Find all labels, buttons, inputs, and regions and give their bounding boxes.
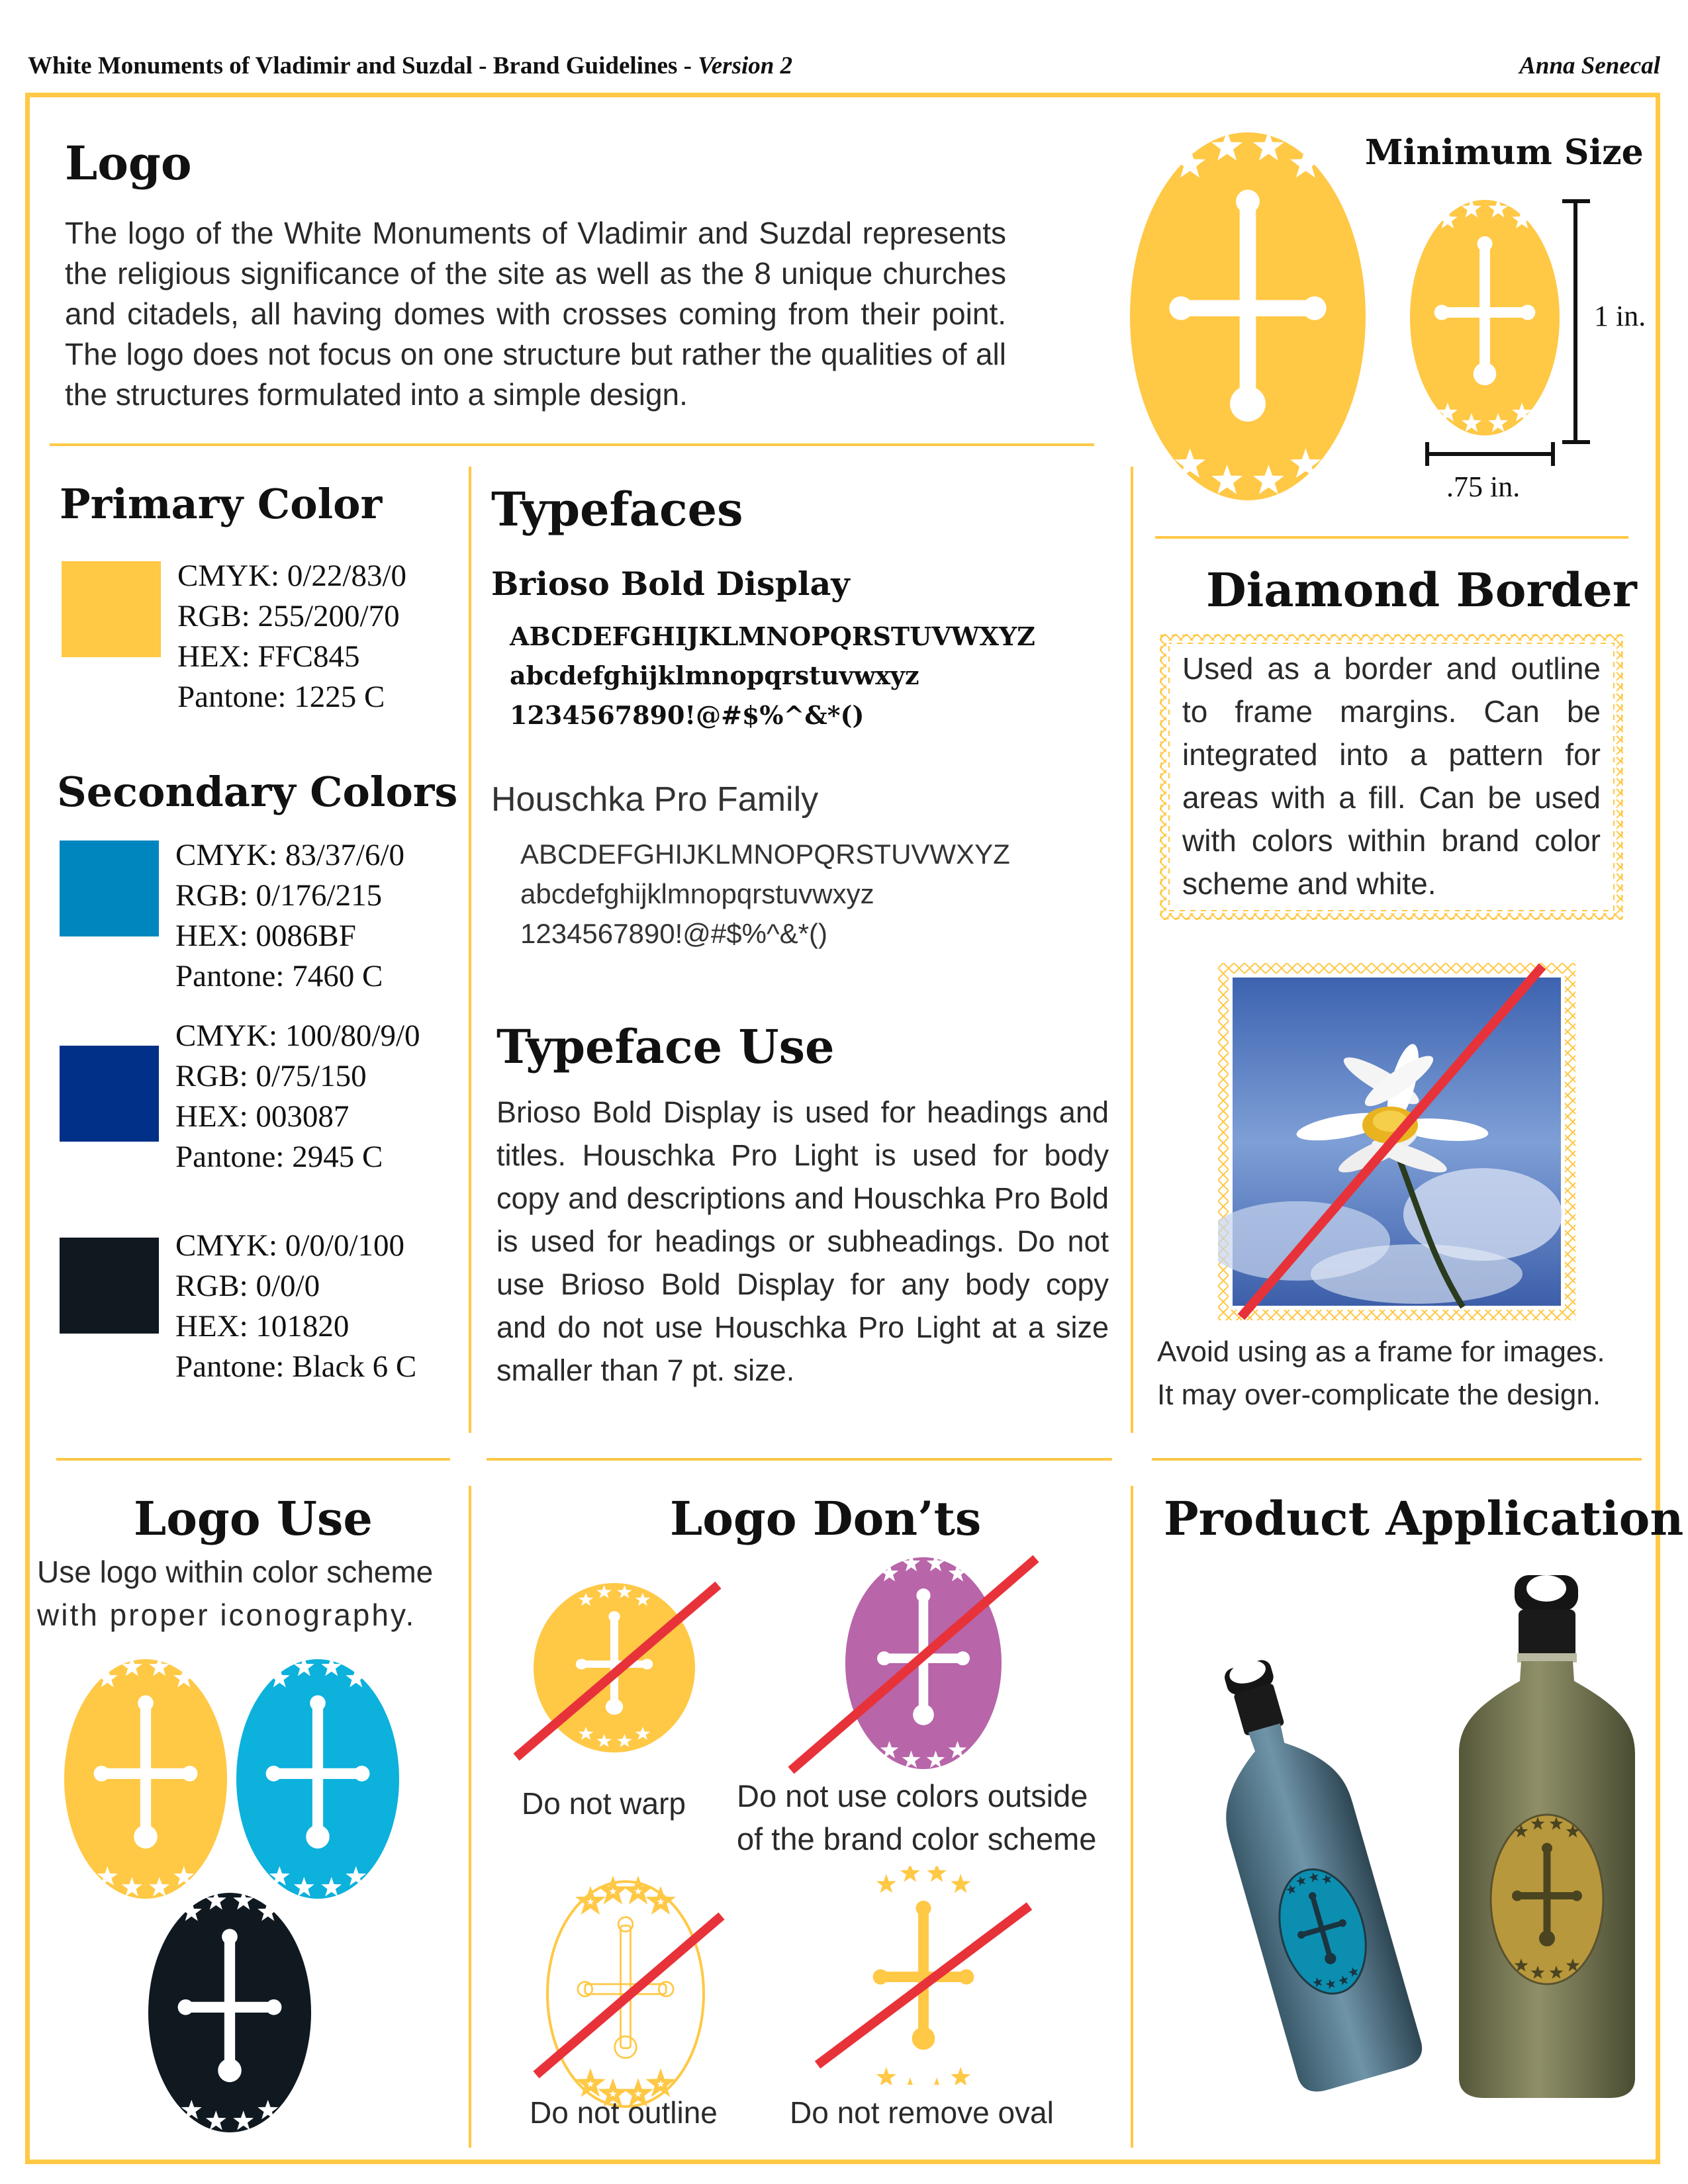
hex: HEX: 003087 [175, 1099, 350, 1134]
rgb: RGB: 0/0/0 [175, 1269, 320, 1303]
divider-bottom-1 [56, 1458, 450, 1461]
secondary-black-info [175, 1226, 416, 1387]
divider-diamond [1155, 536, 1628, 539]
dont-colors-caption-line2: of the brand color scheme [737, 1821, 1097, 1856]
secondary-colors-heading: Secondary Colors [57, 768, 458, 816]
rgb: RGB: 255/200/70 [177, 599, 400, 633]
divider-bottom-col1 [469, 1486, 471, 2148]
diamond-border-description: Used as a border and outline to frame margins. Can be integrated into a pattern for areas with a fill. Can be used with colors within brand color scheme and white. [1182, 651, 1601, 901]
logo-use-yellow [63, 1658, 228, 1900]
diamond-border-heading: Diamond Border [1206, 563, 1637, 617]
font2-numerals: 1234567890!@#$%^&*() [520, 918, 827, 949]
primary-color-info [177, 556, 406, 717]
typeface-use-description: Brioso Bold Display is used for headings and titles. Houschka Pro Light is used for body copy and descriptions and Houschka Pro Bold is used for headings or subheadings. Do not use Brioso Bold Display for any body copy and do not use Houschka Pro Light at a size smaller than 7 pt. size. [496, 1095, 1109, 1387]
header-author: Anna Senecal [1519, 52, 1660, 79]
dont-outline-caption: Do not outline [530, 2095, 718, 2130]
typefaces-heading: Typefaces [491, 482, 743, 537]
divider-col1 [469, 467, 471, 1433]
secondary-swatch-navy [60, 1046, 159, 1142]
page-header [28, 52, 1663, 85]
divider-bottom-col2 [1131, 1486, 1133, 2148]
logo-heading: Logo [65, 136, 192, 191]
logo-description: The logo of the White Monuments of Vladimir and Suzdal represents the religious significance of the site as well as the 8 unique churches and citadels, all having domes with crosses coming from their point. The logo does not focus on one structure but rather the qualities of all the structures formulated into a simple design. [65, 216, 1006, 412]
dimension-width-label: .75 in. [1446, 471, 1521, 503]
logo-use-cyan [235, 1658, 400, 1900]
dont-remove-oval-caption: Do not remove oval [790, 2095, 1054, 2130]
secondary-blue-info [175, 835, 404, 997]
font1-lowercase: abcdefghijklmnopqrstuvwxyz [510, 660, 919, 690]
secondary-swatch-black [60, 1238, 159, 1334]
dimension-lines [1417, 197, 1595, 469]
divider-logo [50, 443, 1094, 446]
primary-swatch [62, 561, 161, 657]
font1-uppercase: ABCDEFGHIJKLMNOPQRSTUVWXYZ [510, 621, 1035, 651]
logo-use-heading: Logo Use [134, 1491, 373, 1546]
hex: HEX: 0086BF [175, 919, 356, 953]
dont-outline-example [526, 1876, 745, 2115]
logo-donts-heading: Logo Don’ts [670, 1491, 982, 1546]
logo-use-line1: Use logo within color scheme [37, 1555, 434, 1589]
dont-colors-caption-line1: Do not use colors outside [737, 1778, 1088, 1813]
hex: HEX: 101820 [175, 1309, 350, 1343]
product-application-heading: Product Application [1164, 1491, 1684, 1546]
diamond-caption-line2: It may over-complicate the design. [1157, 1379, 1601, 1411]
typeface-use-heading: Typeface Use [496, 1019, 835, 1074]
divider-col2 [1131, 467, 1133, 1433]
header-version: Version 2 [698, 52, 793, 79]
diamond-caption-line1: Avoid using as a frame for images. [1157, 1336, 1605, 1368]
font2-lowercase: abcdefghijklmnopqrstuvwxyz [520, 878, 874, 909]
framed-image-example [1218, 963, 1575, 1320]
bottle-olive [1443, 1562, 1655, 2105]
diamond-border-box [1160, 634, 1623, 920]
font2-name: Houschka Pro Family [491, 780, 819, 819]
divider-bottom-2 [487, 1458, 1112, 1461]
cmyk: CMYK: 0/0/0/100 [175, 1228, 405, 1263]
hex: HEX: FFC845 [177, 639, 360, 674]
rgb: RGB: 0/176/215 [175, 878, 383, 913]
bottle-blue [1172, 1641, 1450, 2105]
primary-color-heading: Primary Color [60, 480, 383, 528]
secondary-navy-info [175, 1016, 420, 1177]
divider-bottom-3 [1152, 1458, 1642, 1461]
pantone: Pantone: 2945 C [175, 1140, 383, 1174]
font1-name: Brioso Bold Display [491, 565, 850, 603]
logo-use-black [147, 1891, 312, 2134]
dimension-height-label: 1 in. [1594, 300, 1646, 332]
dont-colors-example [778, 1552, 1043, 1777]
pantone: Pantone: Black 6 C [175, 1349, 417, 1384]
rgb: RGB: 0/75/150 [175, 1059, 367, 1093]
cmyk: CMYK: 0/22/83/0 [177, 559, 407, 593]
dont-remove-oval-example [808, 1866, 1033, 2085]
header-title: White Monuments of Vladimir and Suzdal - Brand Guidelines - [28, 52, 698, 79]
logo-large [1129, 131, 1367, 502]
pantone: Pantone: 7460 C [175, 959, 383, 993]
cmyk: CMYK: 100/80/9/0 [175, 1019, 420, 1053]
cmyk: CMYK: 83/37/6/0 [175, 838, 405, 872]
logo-use-line2: with proper iconography. [37, 1598, 416, 1632]
secondary-swatch-blue [60, 841, 159, 936]
font2-uppercase: ABCDEFGHIJKLMNOPQRSTUVWXYZ [520, 839, 1010, 870]
font1-numerals: 1234567890!@#$%^&*() [510, 700, 865, 730]
min-size-heading: Minimum Size [1365, 132, 1644, 173]
dont-warp-example [510, 1575, 728, 1767]
pantone: Pantone: 1225 C [177, 680, 385, 714]
dont-warp-caption: Do not warp [522, 1786, 686, 1821]
